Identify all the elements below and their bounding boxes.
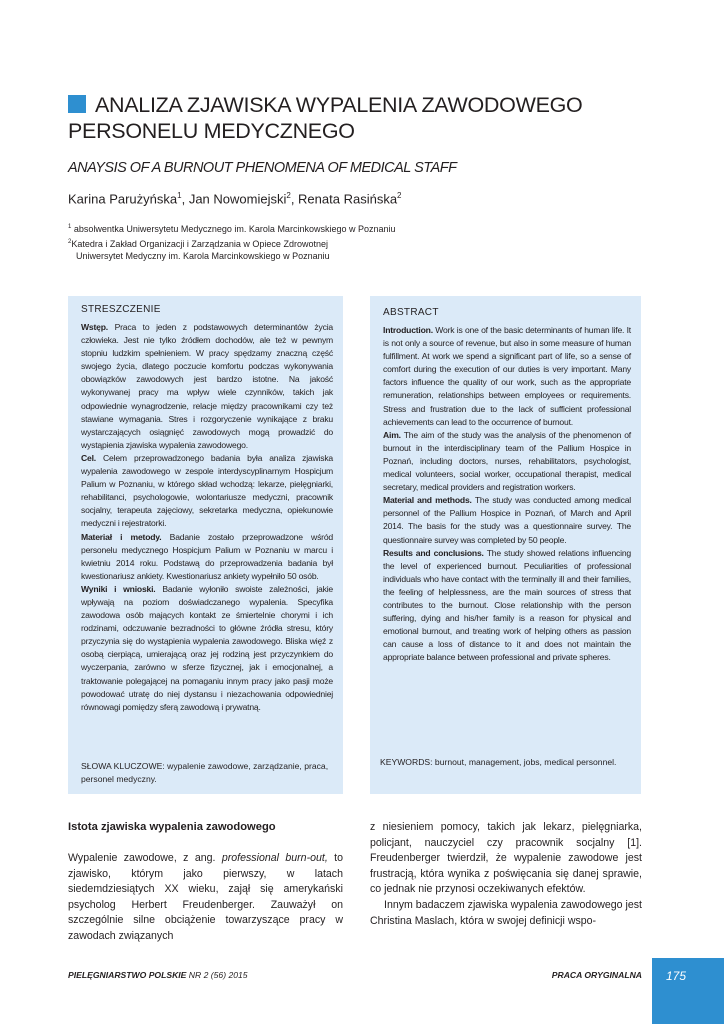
introduction-paragraph xyxy=(383,324,631,429)
aim-text: The aim of the study was the analysis of the phenomenon of burnout in the interdisciplinary team of the Pallium Hospice in Poznań, including doctors, nurses, rehabilitators, psychologist, medical volunteers, social worker, occupational therapist, medical secretary, medical providers and registration workers. xyxy=(383,429,631,493)
author-name: Jan Nowomiejski xyxy=(188,191,287,207)
material-text: Badanie zostało przeprowadzone wśród personelu medycznego Hospicjum Palium w Poznaniu w marcu i kwietniu 2014 roku. Podstawą do przeprowadzenia badania był kwestionariusz ankiety. Kwestionariusz ankiety wypełniło 50 osób. xyxy=(81,531,333,581)
body-paragraph-1 xyxy=(68,851,343,945)
results-text: The study showed relations influencing the level of experienced burnout. Peculiarities of professional individuals who have contact with the terminally ill and their families, the feeling of helplessness, are the main sources of stress that contributes to the burnout. Close relationship with the person suffering, dying and his/her family is a reason for physical and emotional burnout, and treating work of helping others as passion can cause a loss of distance to it and does not maintain the appropriate balance between professional and private spheres. xyxy=(383,547,632,663)
title-line-2: PERSONELU MEDYCZNEGO xyxy=(68,119,355,143)
body-paragraph-2: Innym badaczem zjawiska wypalenia zawodowego jest Christina Maslach, która w swojej definicji wspo- xyxy=(370,898,642,927)
author-separator: , xyxy=(181,191,189,207)
affiliation-sup: 1 xyxy=(68,224,72,230)
author-name: Karina Parużyńska xyxy=(68,191,178,207)
aim-label: Aim. xyxy=(383,429,401,440)
introduction-label: Introduction. xyxy=(383,325,433,335)
wstep-text: Praca to jeden z podstawowych determinantów życia człowieka. Jest nie tylko źródłem dochodów, ale też w pewnym stopniu ludzkim spełnieniem. W pracy spędzamy znaczną część swojego życia, dlatego poczucie komfortu podczas wykonywania obowiązków zawodowych jest bardzo istotne. Na jakość wykonywanej pracy ma wpływ wiele czynników, takich jak odpowiednie wynagrodzenie, relacje między pracownikami czy też stawiane wymagania. Stres i rozgoryczenie wynikające z braku wystarczających osiągnięć zawodowych mogą prowadzić do wystąpienia zjawiska wypalenia zawodowego. xyxy=(81,322,333,450)
abstract-box xyxy=(370,296,641,794)
journal-issue: NR 2 (56) 2015 xyxy=(186,970,248,980)
affiliation-text: absolwentka Uniwersytetu Medycznego im. Karola Marcinkowskiego w Poznaniu xyxy=(71,224,396,234)
results-paragraph xyxy=(383,547,631,665)
affiliations xyxy=(68,221,396,263)
page-number: 175 xyxy=(666,969,687,983)
journal-name xyxy=(68,970,248,980)
abstract-heading: ABSTRACT xyxy=(383,307,439,318)
author-name: Renata Rasińska xyxy=(298,191,398,207)
streszczenie-box xyxy=(68,296,343,794)
keywords: KEYWORDS: burnout, management, jobs, medical personnel. xyxy=(380,757,617,767)
body-text: to zjawisko, którym jako pierwszy, w latach siedemdziesiątych XX wieku, zajął się amerykański psycholog Herbert Freudenberger. Zauważył on szczególnie silne obciążenie towarzyszące pracy w zawodach związanych xyxy=(68,852,344,942)
wstep-label: Wstęp. xyxy=(81,322,108,332)
streszczenie-heading: STRESZCZENIE xyxy=(81,304,161,315)
affiliation-2-cont: Uniwersytet Medyczny im. Karola Marcinkowskiego w Poznaniu xyxy=(76,251,330,261)
affiliation-text: Katedra i Zakład Organizacji i Zarządzania w Opiece Zdrowotnej xyxy=(71,238,328,249)
article-type: PRACA ORYGINALNA xyxy=(551,970,642,980)
body-emphasis: professional burn-out, xyxy=(221,852,328,864)
affiliation-sup: 2 xyxy=(68,238,72,245)
author-affil-sup: 2 xyxy=(397,191,402,200)
affiliation-1 xyxy=(68,221,396,236)
material-label: Materiał i metody. xyxy=(81,531,162,542)
results-label: Results and conclusions. xyxy=(383,547,484,558)
cel-paragraph xyxy=(81,452,333,531)
methods-label: Material and methods. xyxy=(383,495,472,506)
authors xyxy=(68,191,402,206)
journal-title: PIELĘGNIARSTWO POLSKIE xyxy=(68,970,187,980)
wyniki-text: Badanie wyłoniło swoiste zależności, jakie wpływają na poziom doświadczanego wypalenia. Specyfika zawodowa osób mających kontakt ze śmiertelnie chorymi i ich rodzinami, odczuwanie bezradności to główne źródła stresu, który przyczynia się do wystąpienia wypalenia zawodowego. Bliska więź z osobą cierpiącą, umierającą oraz jej rodziną jest przyczynkiem do wyczerpania, zarówno w sferze fizycznej, jak i emocjonalnej, a traktowanie polegającej na pomaganiu innym pracy jako pasji może powodować utratę do niej dystansu i niezachowania odpowiedniej równowagi pomiędzy sferą zawodową i prywatną. xyxy=(81,583,333,712)
slowa-kluczowe: SŁOWA KLUCZOWE: wypalenie zawodowe, zarządzanie, praca, personel medyczny. xyxy=(81,761,329,785)
aim-paragraph xyxy=(383,429,631,494)
methods-text: The study was conducted among medical personnel of the Pallium Hospice in Poznań, of March and April 2014. The basis for the study was a questionnaire survey. The questionnaire survey was completed by 50 people. xyxy=(383,495,632,545)
author-affil-sup: 1 xyxy=(177,191,182,200)
article-title xyxy=(68,92,668,144)
body-column-right xyxy=(370,820,642,929)
title-block xyxy=(68,92,668,144)
title-square-marker xyxy=(68,95,86,113)
methods-paragraph xyxy=(383,494,631,546)
introduction-text: Work is one of the basic determinants of human life. It is not only a source of revenue, but also in some measure of human fulfillment. At work we spend a significant part of life, so a sense of comfort during the execution of our duties is very important. Many factors influence the quality of our work, such as the appropriate remuneration, relationships between employees or requirements. Stress and frustration due to the lack of sufficient professional achievements can lead to the occurrence of burnout. xyxy=(383,325,631,427)
section-heading: Istota zjawiska wypalenia zawodowego xyxy=(68,821,276,833)
title-line-1: ANALIZA ZJAWISKA WYPALENIA ZAWODOWEGO xyxy=(95,93,583,117)
author-affil-sup: 2 xyxy=(286,191,291,200)
wyniki-label: Wyniki i wnioski. xyxy=(81,583,156,594)
cel-label: Cel. xyxy=(81,452,96,463)
wyniki-paragraph xyxy=(81,583,333,714)
body-column-left xyxy=(68,820,343,945)
cel-text: Celem przeprowadzonego badania była analiza zjawiska wypalenia zawodowego w zespole interdyscyplinarnym Hospicjum Palium w Poznaniu, w którego skład wchodzą: lekarze, pielęgniarki, rehabilitanci, psychologowie, wolontariusze medyczni, pracownik socjalny, terapeuta zajęciowy, sekretarka medyczna, opiekunowie medyczni i rejestratorki. xyxy=(81,452,333,529)
wstep-paragraph xyxy=(81,321,333,452)
body-paragraph-1-cont: z niesieniem pomocy, takich jak lekarz, pielęgniarka, policjant, nauczyciel czy pracownik socjalny [1]. Freudenberger twierdził, że wypalenie zawodowe jest frustracją, która wynika z poświęcania się danej sprawie, co jednak nie przynosi oczekiwanych efektów. xyxy=(370,821,642,896)
author-separator: , xyxy=(290,191,299,207)
body-text: Wypalenie zawodowe, z ang. xyxy=(68,852,222,864)
affiliation-2 xyxy=(68,236,396,251)
material-paragraph xyxy=(81,531,333,583)
english-title: ANAYSIS OF A BURNOUT PHENOMENA OF MEDICAL STAFF xyxy=(68,160,457,176)
page-number-box xyxy=(652,958,724,1024)
